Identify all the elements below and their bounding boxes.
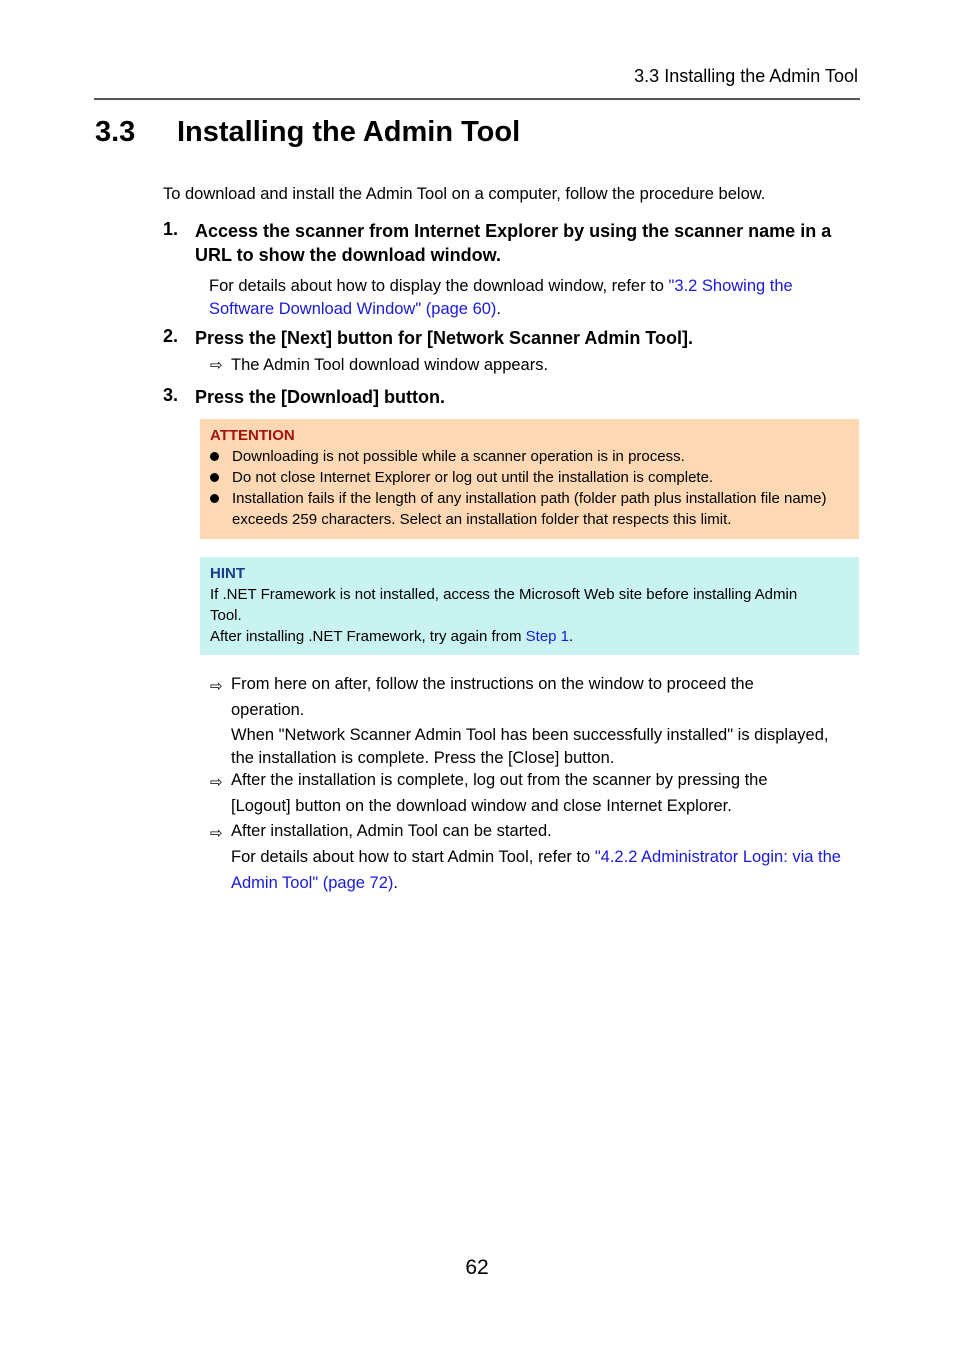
result-1: From here on after, follow the instructions on the window to proceed the operation. — [231, 675, 754, 719]
step-3-number: 3. — [163, 385, 179, 405]
hint-line-1: If .NET Framework is not installed, access the Microsoft Web site before installing Admin Tool. — [210, 586, 798, 624]
hint-title: HINT — [210, 565, 245, 582]
intro-paragraph: To download and install the Admin Tool on a computer, follow the procedure below. — [163, 185, 766, 203]
step-1-text: Access the scanner from Internet Explorer by using the scanner name in a URL to show the download window. — [195, 221, 832, 265]
section-number: 3.3 — [95, 116, 136, 148]
result-1-note: When "Network Scanner Admin Tool has been successfully installed" is displayed, the installation is complete. Press the [Close] button. — [231, 726, 829, 767]
result-2: After the installation is complete, log out from the scanner by pressing the [Logout] button on the download window and close Internet Explorer. — [231, 771, 768, 815]
step-2-number: 2. — [163, 326, 179, 346]
link-administrator-login[interactable]: "4.2.2 Administrator Login: via the Admin Tool" (page 72) — [231, 848, 841, 892]
hint-box — [200, 557, 859, 655]
step-3-text: Press the [Download] button. — [195, 387, 445, 407]
step-2-result: The Admin Tool download window appears. — [231, 356, 549, 374]
result-3: After installation, Admin Tool can be started. — [231, 822, 552, 840]
attention-item: Installation fails if the length of any installation path (folder path plus installation file name) exceeds 259 characters. Select an installation folder that respects this limit. — [210, 488, 849, 530]
step-1-detail-suffix: . — [496, 300, 502, 318]
page-number: 62 — [465, 1256, 489, 1279]
link-showing-download-window[interactable]: "3.2 Showing the Software Download Window" (page 60) — [209, 277, 793, 318]
attention-item: Do not close Internet Explorer or log out until the installation is complete. — [210, 467, 849, 488]
bullet-icon — [210, 494, 219, 503]
link-step-1[interactable]: Step 1 — [525, 628, 570, 645]
hint-line-2: After installing .NET Framework, try again from Step 1. — [210, 628, 574, 645]
step-1-detail — [209, 275, 849, 321]
result-arrow-icon: ⇨ — [210, 825, 223, 842]
result-3-note: For details about how to start Admin Tool, refer to "4.2.2 Administrator Login: via the Admin Tool" (page 72). — [231, 848, 841, 892]
step-2-text: Press the [Next] button for [Network Scanner Admin Tool]. — [195, 328, 694, 348]
bullet-icon — [210, 473, 219, 482]
result-arrow-icon: ⇨ — [210, 678, 223, 695]
header-divider — [94, 98, 860, 100]
bullet-icon — [210, 452, 219, 461]
step-1-number: 1. — [163, 219, 179, 239]
attention-box — [200, 419, 859, 539]
attention-item: Downloading is not possible while a scanner operation is in process. — [210, 446, 849, 467]
result-arrow-icon: ⇨ — [210, 357, 223, 374]
step-1-detail-prefix: For details about how to display the download window, refer to — [209, 277, 669, 295]
section-title: Installing the Admin Tool — [177, 116, 521, 148]
running-header: 3.3 Installing the Admin Tool — [634, 66, 858, 86]
attention-title: ATTENTION — [210, 427, 295, 444]
result-arrow-icon: ⇨ — [210, 774, 223, 791]
